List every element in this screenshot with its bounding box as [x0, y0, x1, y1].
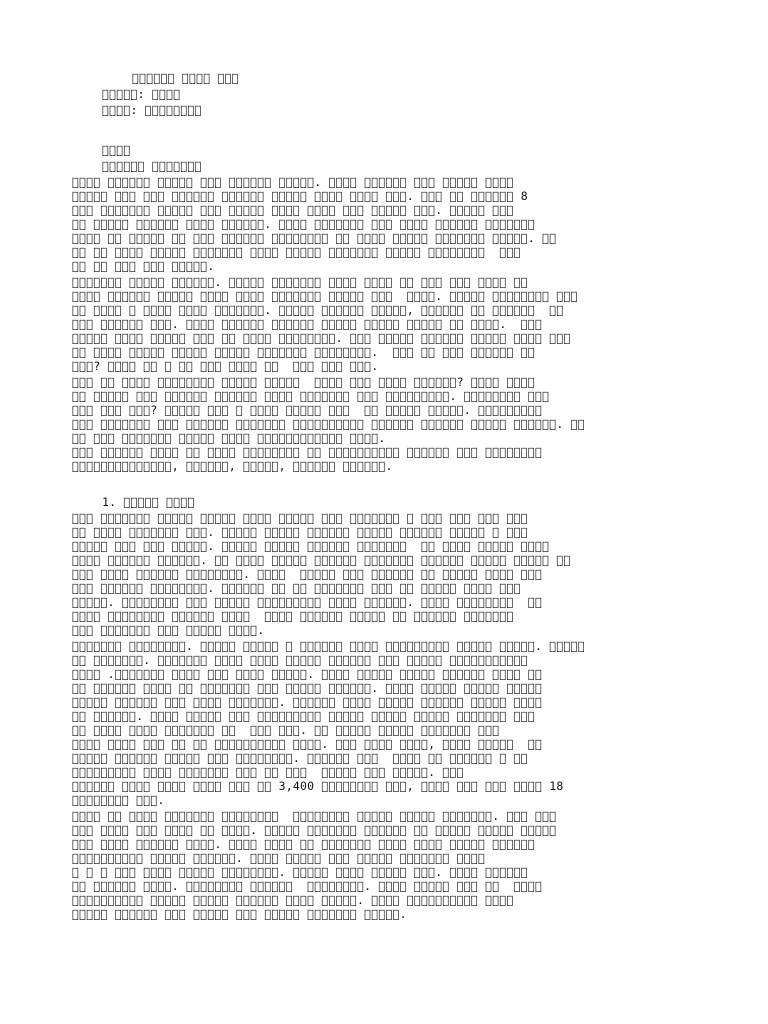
paragraph-line:                           . — [72, 623, 265, 637]
paragraph-line:                              3,400             ,                   18 — [72, 779, 564, 793]
numbered-heading: 1.            — [102, 495, 195, 509]
paragraph-line:      .                           .                                 — [72, 667, 543, 681]
paragraph-line:                                                    .           — [72, 203, 514, 217]
paragraph-line:                                               . — [72, 907, 407, 921]
paragraph-line:           .                                                      — [72, 653, 528, 667]
paragraph-line:                                                      .              — [72, 389, 550, 403]
paragraph-line:                    .                                               — [72, 539, 550, 553]
paragraph-line:                            .                   ,                     — [72, 303, 564, 317]
paragraph-line:                                                                  — [72, 511, 528, 525]
paragraph-line:                                    .              ,               — [72, 737, 543, 751]
paragraph-line:    ?                                     . — [72, 359, 379, 373]
paragraph-line:               .                                             .     — [72, 317, 543, 331]
document-meta-2:     :          — [102, 103, 202, 117]
paragraph-line:                                   .                            — [72, 175, 514, 189]
paragraph-line:                         .                                         — [72, 567, 543, 581]
document-meta-1:      :      — [102, 87, 181, 101]
document-title:                 — [132, 71, 239, 85]
paragraph-line:                                         .                      — [72, 893, 514, 907]
paragraph-line:                     .                                             — [72, 837, 536, 851]
paragraph-line:                                                      ?           — [72, 375, 536, 389]
paragraph-line:                                                  .     — [72, 765, 464, 779]
paragraph-line:                                                                 .    — [72, 231, 557, 245]
paragraph-line:                                                                — [72, 245, 521, 259]
paragraph-line:                                                           .         — [72, 809, 557, 823]
paragraph-line:               .                         .                        — [72, 879, 543, 893]
section-heading:                — [102, 159, 202, 173]
paragraph-line:                              .                                     — [72, 695, 543, 709]
paragraph-line:                        .                                   — [72, 851, 486, 865]
paragraph-line:          .                                                        — [72, 709, 536, 723]
paragraph-line:             . — [72, 793, 165, 807]
paragraph-line:                    .                                             — [72, 525, 528, 539]
paragraph-line:                                            . — [72, 431, 386, 445]
paragraph-line:                    .                                            — [72, 581, 521, 595]
section-label:      — [102, 143, 131, 157]
paragraph-line:                                                                    — [72, 445, 543, 459]
paragraph-line:                                                .               8 — [72, 189, 528, 203]
paragraph-line:               ,       ,      ,              . — [72, 459, 393, 473]
paragraph-line:                                .                                — [72, 751, 528, 765]
paragraph-line:                                           .                        — [72, 681, 543, 695]
paragraph-line:                 .                                                .       — [72, 639, 585, 653]
paragraph-line:            ?                                          .           — [72, 403, 543, 417]
paragraph-line:                     .                                            — [72, 275, 528, 289]
paragraph-line:                          .                                           — [72, 823, 557, 837]
paragraph-line:                                           .                      — [72, 345, 536, 359]
paragraph-line:                            .                                      — [72, 217, 536, 231]
paragraph-line:                    . — [72, 259, 215, 273]
paragraph-line:                                                                     .    — [72, 417, 585, 431]
paragraph-line:                                                   .                    — [72, 289, 578, 303]
paragraph-line:                              .                     .             — [72, 865, 528, 879]
paragraph-line:                                                               — [72, 609, 514, 623]
paragraph-line:                                .                            — [72, 723, 500, 737]
paragraph-line:                   .                                                    — [72, 553, 571, 567]
paragraph-line:      .                                         .                  — [72, 595, 543, 609]
paragraph-line:                                      .                                 — [72, 331, 571, 345]
